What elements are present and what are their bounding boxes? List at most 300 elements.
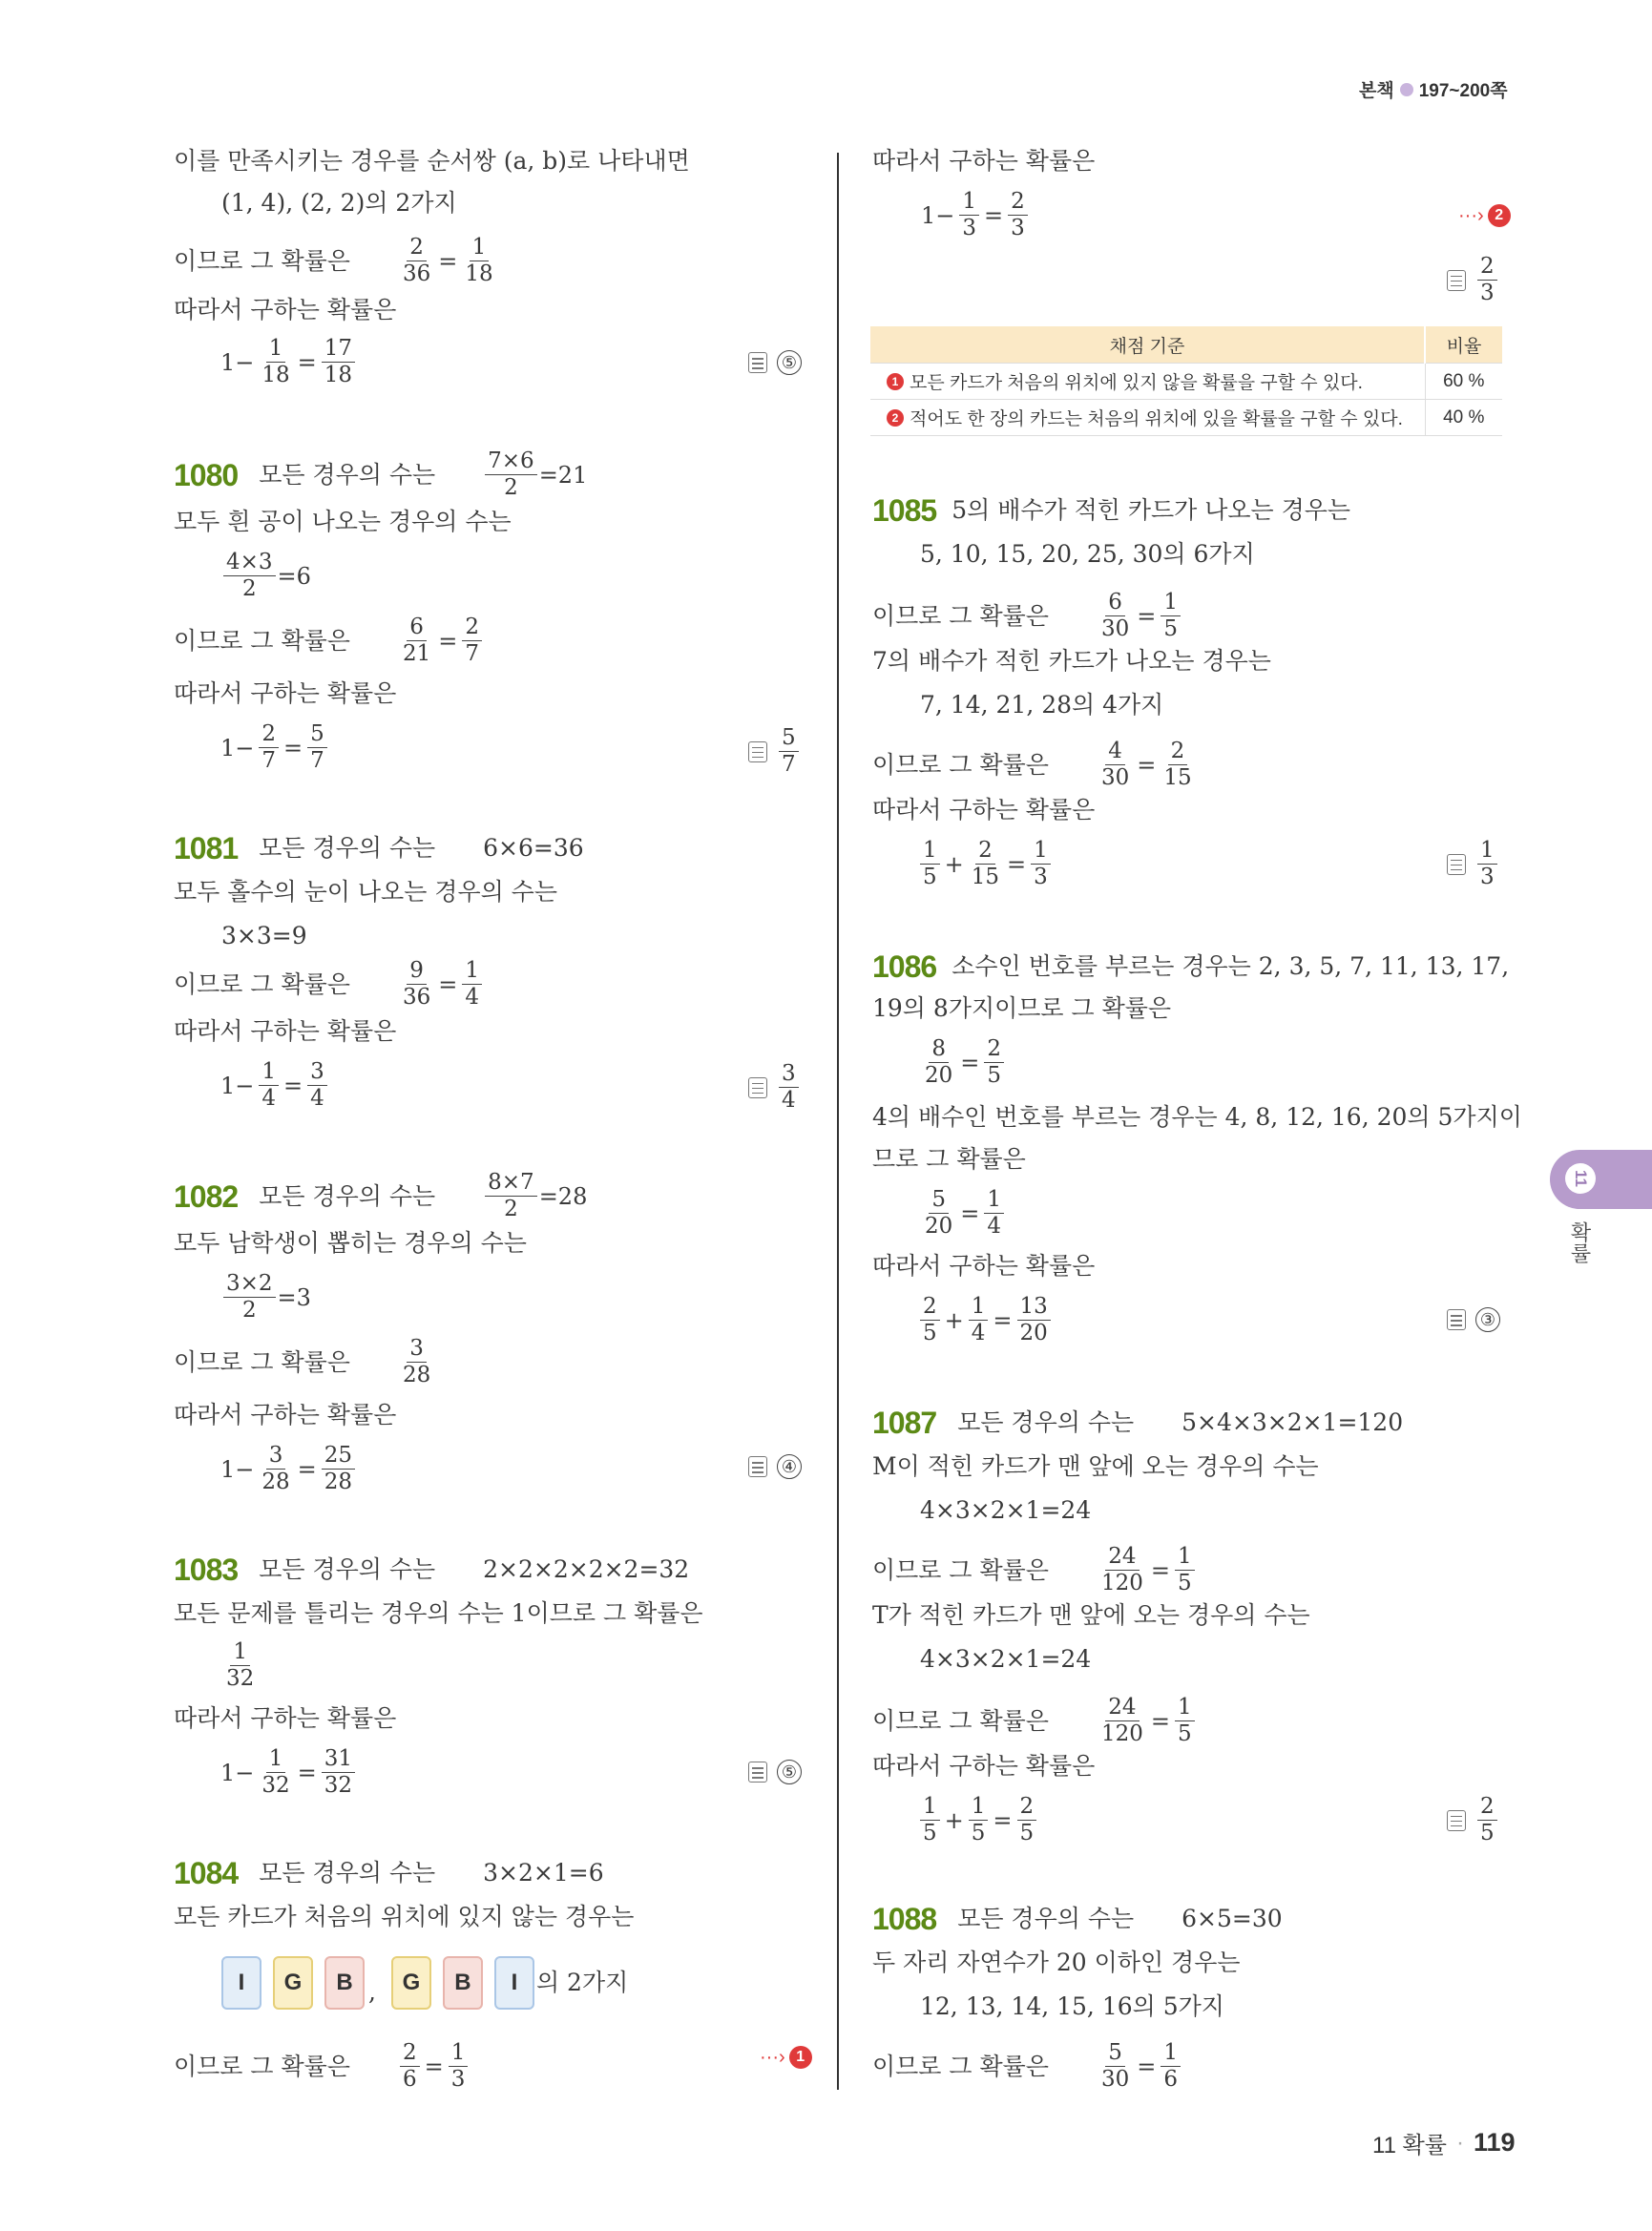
denominator: 7 xyxy=(465,641,479,666)
label: 이므로 그 확률은 xyxy=(174,970,350,998)
numerator: 2 xyxy=(1477,1794,1497,1821)
numerator: 2 xyxy=(407,235,427,261)
page-header xyxy=(1359,76,1508,102)
equation xyxy=(483,448,587,501)
numerator: 1 xyxy=(959,189,979,216)
fraction xyxy=(969,1294,989,1346)
fraction xyxy=(449,2040,469,2093)
denominator: 18 xyxy=(465,261,493,286)
label: 모든 경우의 수는 xyxy=(259,1555,436,1583)
fraction xyxy=(307,721,327,774)
problem-1086-eq1: $\frac{8}{20}$ = $\frac{2}{5}$ xyxy=(920,1036,1006,1089)
ratio-cell: 60 % xyxy=(1425,364,1502,400)
fraction xyxy=(1175,1695,1195,1747)
problem-1080-case: 모두 흰 공이 나오는 경우의 수는 xyxy=(174,508,512,535)
numerator: 2 xyxy=(1008,189,1028,216)
fraction xyxy=(400,1336,433,1388)
page-footer xyxy=(1372,2126,1516,2159)
denominator: 30 xyxy=(1100,616,1130,641)
numerator: 1 xyxy=(1031,838,1051,865)
label: 소수인 번호를 부르는 경우는 2, 3, 5, 7, 11, 13, 17, xyxy=(951,952,1510,980)
fraction xyxy=(1098,739,1132,791)
denominator: 20 xyxy=(925,1214,953,1239)
label: 이므로 그 확률은 xyxy=(174,626,350,655)
problem-1083-result-label: 따라서 구하는 확률은 xyxy=(174,1704,397,1732)
problem-1083-answer xyxy=(748,1760,802,1784)
problem-number: 1081 xyxy=(174,831,239,865)
footer-chapter: 11 확률 xyxy=(1372,2133,1447,2158)
numerator: 2 xyxy=(920,1294,940,1321)
denominator: 4 xyxy=(310,1086,324,1111)
value: =28 xyxy=(538,1182,588,1210)
problem-1086-result-eq: $\frac{2}{5}$ + $\frac{1}{4}$ = $\frac{13}{20}$ xyxy=(918,1294,1053,1346)
answer-icon xyxy=(1447,1309,1466,1330)
problem-number: 1082 xyxy=(174,1178,239,1214)
denominator: 5 xyxy=(987,1063,1002,1088)
value: 3×2×1=6 xyxy=(483,1859,604,1887)
cont-answer xyxy=(1447,254,1499,306)
problem-1082-answer xyxy=(748,1454,802,1479)
problem-1087-result-label: 따라서 구하는 확률은 xyxy=(872,1752,1096,1780)
numerator: 2 xyxy=(975,838,995,865)
label: 이므로 그 확률은 xyxy=(174,2052,350,2080)
numerator: 1 xyxy=(1161,590,1181,616)
problem-1081-case: 모두 홀수의 눈이 나오는 경우의 수는 xyxy=(174,878,557,906)
problem-1086-header xyxy=(872,950,1509,983)
fraction xyxy=(1098,1695,1146,1747)
fraction xyxy=(920,838,940,890)
denominator: 20 xyxy=(1019,1321,1048,1345)
fraction xyxy=(1175,1544,1195,1596)
label: 모든 경우의 수는 xyxy=(259,1181,436,1210)
denominator: 36 xyxy=(402,985,431,1010)
denominator: 32 xyxy=(261,1773,290,1798)
numerator: 1 xyxy=(969,1294,989,1321)
answer-choice: ③ xyxy=(1475,1307,1500,1332)
denominator: 4 xyxy=(987,1214,1002,1239)
chapter-tab-number: 11 xyxy=(1565,1163,1596,1194)
value: 5×4×3×2×1=120 xyxy=(1181,1408,1404,1436)
fraction xyxy=(322,1746,355,1799)
card-b: B xyxy=(324,1956,365,2010)
numerator: 2 xyxy=(1477,254,1497,281)
problem-1087-prob1 xyxy=(872,1544,1197,1596)
scoring-table xyxy=(870,326,1502,436)
problem-1082-header xyxy=(174,1170,587,1222)
numerator: 1 xyxy=(1161,2040,1181,2067)
denominator: 30 xyxy=(1100,2067,1130,2092)
problem-1088-case: 두 자리 자연수가 20 이하인 경우는 xyxy=(872,1949,1241,1976)
fraction xyxy=(462,958,482,1011)
problem-number: 1087 xyxy=(872,1406,937,1440)
problem-1085-prob2 xyxy=(872,739,1197,791)
intro-line2: (1, 4), (2, 2)의 2가지 xyxy=(221,189,457,217)
ratio-cell: 40 % xyxy=(1425,400,1502,436)
problem-1086-line4: 므로 그 확률은 xyxy=(872,1145,1026,1173)
fraction xyxy=(1098,1544,1146,1596)
criteria-cell xyxy=(870,364,1425,400)
numerator: 1 xyxy=(230,1639,250,1666)
fraction xyxy=(1098,2040,1132,2093)
numerator: 1 xyxy=(259,1059,279,1086)
numerator: 9 xyxy=(407,958,427,985)
problem-1085-answer xyxy=(1447,838,1499,890)
denominator: 30 xyxy=(1100,765,1130,790)
problem-1080-result-label: 따라서 구하는 확률은 xyxy=(174,679,397,707)
fraction xyxy=(1031,838,1051,890)
numerator: 4 xyxy=(1105,739,1125,765)
denominator: 3 xyxy=(962,216,977,240)
problem-1088-case-list: 12, 13, 14, 15, 16의 5가지 xyxy=(920,1992,1224,2020)
value: 6×5=30 xyxy=(1181,1905,1283,1932)
denominator: 15 xyxy=(971,865,1000,889)
denominator: 5 xyxy=(923,865,937,889)
equation: $\frac{2}{36}$ = $\frac{1}{18}$ xyxy=(398,235,498,287)
fraction xyxy=(485,1170,537,1222)
answer-icon xyxy=(748,1077,767,1098)
problem-1088-header xyxy=(872,1903,1283,1935)
problem-1085-case2-list: 7, 14, 21, 28의 4가지 xyxy=(920,691,1164,719)
fraction xyxy=(400,2040,420,2093)
value: =21 xyxy=(538,461,588,489)
problem-1086-line2: 19의 8가지이므로 그 확률은 xyxy=(872,994,1172,1022)
problem-number: 1086 xyxy=(872,949,937,984)
fraction xyxy=(223,550,276,602)
label: 모든 경우의 수는 xyxy=(259,834,436,862)
answer-choice: ④ xyxy=(777,1454,802,1479)
denominator: 2 xyxy=(504,1197,518,1221)
denominator: 7 xyxy=(310,748,324,773)
fraction xyxy=(462,235,495,287)
fraction xyxy=(259,1059,279,1112)
answer-icon xyxy=(748,741,767,762)
problem-1082-case-eq xyxy=(221,1271,311,1324)
problem-1084-prob xyxy=(174,2040,470,2093)
numerator: 5 xyxy=(929,1187,949,1214)
numerator: 1 xyxy=(920,838,940,865)
denominator: 2 xyxy=(241,576,257,601)
fraction xyxy=(400,615,433,667)
problem-1085-result-label: 따라서 구하는 확률은 xyxy=(872,796,1096,824)
equation: $\frac{6}{30}$ = $\frac{1}{5}$ xyxy=(1097,590,1182,642)
numerator: 31 xyxy=(322,1746,355,1773)
numerator: 1 xyxy=(984,1187,1004,1214)
denominator: 28 xyxy=(402,1363,431,1387)
numerator: 3 xyxy=(407,1336,427,1363)
denominator: 20 xyxy=(925,1063,953,1088)
denominator: 5 xyxy=(1177,1571,1192,1595)
fraction xyxy=(259,721,279,774)
fraction xyxy=(1008,189,1028,241)
numerator: 1 xyxy=(470,235,490,261)
problem-1082-prob xyxy=(174,1336,435,1388)
value: =6 xyxy=(277,562,311,590)
fraction xyxy=(223,1639,257,1692)
denominator: 7 xyxy=(261,748,277,773)
problem-1084-case: 모든 카드가 처음의 위치에 있지 않는 경우는 xyxy=(174,1903,635,1930)
numerator: 1 xyxy=(462,958,482,985)
denominator: 2 xyxy=(504,475,518,500)
intro-result-label: 따라서 구하는 확률은 xyxy=(174,296,397,323)
criteria-cell xyxy=(870,400,1425,436)
numerator: 3 xyxy=(779,1061,799,1088)
problem-1081-result-eq: 1− $\frac{1}{4}$ = $\frac{3}{4}$ xyxy=(218,1059,329,1112)
numerator: 5 xyxy=(779,725,799,752)
fraction xyxy=(779,1061,799,1114)
fraction xyxy=(922,1036,955,1089)
criteria-number: 1 xyxy=(887,373,904,390)
problem-1082-result-eq: 1− $\frac{3}{28}$ = $\frac{25}{28}$ xyxy=(218,1443,357,1495)
denominator: 3 xyxy=(450,2067,466,2092)
denominator: 2 xyxy=(241,1298,257,1323)
denominator: 5 xyxy=(1480,1821,1495,1845)
numerator: 6 xyxy=(1105,590,1125,616)
denominator: 3 xyxy=(1480,865,1495,889)
problem-1087-prob2 xyxy=(872,1695,1197,1747)
step-marker-2 xyxy=(1458,204,1511,227)
denominator: 4 xyxy=(971,1321,986,1345)
fraction xyxy=(779,725,799,778)
answer-icon xyxy=(1447,854,1466,875)
equation: $\frac{5}{30}$ = $\frac{1}{6}$ xyxy=(1097,2040,1182,2093)
problem-1081-case-val: 3×3=9 xyxy=(221,922,307,949)
fraction xyxy=(462,615,482,667)
problem-number: 1085 xyxy=(872,493,937,528)
arrow-icon: ···› xyxy=(1458,204,1484,226)
equation xyxy=(398,1336,435,1388)
denominator: 7 xyxy=(782,752,796,777)
numerator: 1 xyxy=(266,336,286,363)
denominator: 18 xyxy=(324,363,353,387)
criteria-text: 적어도 한 장의 카드는 처음의 위치에 있을 확률을 구할 수 있다. xyxy=(910,409,1403,429)
problem-number: 1083 xyxy=(174,1553,239,1587)
numerator: 3 xyxy=(307,1059,327,1086)
answer-icon xyxy=(748,1762,767,1783)
problem-1087-case2-val: 4×3×2×1=24 xyxy=(920,1645,1092,1673)
fraction xyxy=(1477,838,1497,890)
numerator: 2 xyxy=(259,721,279,748)
header-dot-icon xyxy=(1400,83,1413,96)
problem-1086-answer xyxy=(1447,1307,1500,1332)
problem-1083-case-eq xyxy=(221,1639,259,1692)
label: 이므로 그 확률은 xyxy=(872,2052,1049,2080)
header-book: 본책 xyxy=(1359,81,1394,101)
fraction xyxy=(1477,254,1497,306)
card-i: I xyxy=(494,1956,534,2010)
marker-number: 1 xyxy=(789,2046,812,2069)
fraction xyxy=(1017,1794,1037,1846)
problem-1085-prob1 xyxy=(872,590,1182,642)
numerator: 24 xyxy=(1105,1544,1139,1571)
problem-1080-header xyxy=(174,448,587,501)
denominator: 21 xyxy=(402,641,431,666)
problem-1083-case: 모든 문제를 틀리는 경우의 수는 1이므로 그 확률은 xyxy=(174,1599,703,1627)
intro-result-eq: 1− $\frac{1}{18}$ = $\frac{17}{18}$ xyxy=(218,336,357,388)
criteria-number: 2 xyxy=(887,409,904,427)
problem-number: 1088 xyxy=(872,1902,937,1936)
problem-1084-header xyxy=(174,1857,604,1889)
intro-prob xyxy=(174,235,498,287)
numerator: 1 xyxy=(1175,1695,1195,1721)
problem-number: 1080 xyxy=(174,457,239,492)
answer-icon xyxy=(748,1456,767,1477)
fraction xyxy=(959,189,979,241)
numerator: 2 xyxy=(984,1036,1004,1063)
denominator: 6 xyxy=(402,2067,417,2092)
denominator: 3 xyxy=(1480,281,1495,305)
arrow-icon: ···› xyxy=(760,2046,785,2068)
denominator: 3 xyxy=(1011,216,1025,240)
label: 모든 경우의 수는 xyxy=(957,1408,1135,1436)
header-criteria: 채점 기준 xyxy=(870,326,1425,364)
problem-1080-case-eq xyxy=(221,550,311,602)
cont-result-label: 따라서 구하는 확률은 xyxy=(872,147,1096,175)
problem-1081-answer xyxy=(748,1061,801,1114)
numerator: 25 xyxy=(322,1443,355,1470)
fraction xyxy=(400,958,433,1011)
fraction xyxy=(400,235,433,287)
fraction xyxy=(984,1187,1004,1240)
criteria-text: 모든 카드가 처음의 위치에 있지 않을 확률을 구할 수 있다. xyxy=(910,373,1363,393)
card-b: B xyxy=(443,1956,483,2010)
denominator: 3 xyxy=(1034,865,1048,889)
value: 2×2×2×2×2=32 xyxy=(483,1555,690,1583)
table-row xyxy=(870,364,1502,400)
numerator: 4×3 xyxy=(223,550,276,576)
card-separator-comma: , xyxy=(368,1978,376,2006)
denominator: 5 xyxy=(923,1321,937,1345)
denominator: 36 xyxy=(402,261,431,286)
problem-1082-case: 모두 남학생이 뽑히는 경우의 수는 xyxy=(174,1229,527,1257)
numerator: 1 xyxy=(969,1794,989,1821)
numerator: 2 xyxy=(462,615,482,641)
fraction xyxy=(259,1746,292,1799)
answer-choice: ⑤ xyxy=(777,1760,802,1784)
denominator: 32 xyxy=(226,1666,255,1691)
fraction xyxy=(322,1443,355,1495)
problem-1086-eq2: $\frac{5}{20}$ = $\frac{1}{4}$ xyxy=(920,1187,1006,1240)
footer-page-number: 119 xyxy=(1473,2128,1516,2157)
label: 이므로 그 확률은 xyxy=(872,750,1049,779)
fraction xyxy=(223,1271,276,1324)
equation: $\frac{2}{6}$ = $\frac{1}{3}$ xyxy=(398,2040,470,2093)
numerator: 8×7 xyxy=(485,1170,537,1197)
fraction xyxy=(1161,739,1194,791)
table-row xyxy=(870,400,1502,436)
equation: $\frac{24}{120}$ = $\frac{1}{5}$ xyxy=(1097,1544,1197,1596)
denominator: 32 xyxy=(324,1773,353,1798)
denominator: 15 xyxy=(1163,765,1192,790)
numerator: 17 xyxy=(322,336,355,363)
fraction xyxy=(1098,590,1132,642)
numerator: 2 xyxy=(1017,1794,1037,1821)
cards-suffix: 의 2가지 xyxy=(535,1969,629,1996)
answer-icon xyxy=(1447,1810,1466,1831)
denominator: 4 xyxy=(782,1088,796,1113)
numerator: 5 xyxy=(307,721,327,748)
fraction xyxy=(920,1794,940,1846)
problem-1086-result-label: 따라서 구하는 확률은 xyxy=(872,1252,1096,1280)
fraction xyxy=(969,838,1002,890)
denominator: 5 xyxy=(971,1821,986,1845)
numerator: 1 xyxy=(1477,838,1497,865)
numerator: 13 xyxy=(1017,1294,1051,1321)
fraction xyxy=(1477,1794,1497,1846)
card-g: G xyxy=(273,1956,313,2010)
label: 이므로 그 확률은 xyxy=(174,246,350,275)
problem-1088-prob xyxy=(872,2040,1182,2093)
denominator: 4 xyxy=(261,1086,277,1111)
label: 이므로 그 확률은 xyxy=(174,1347,350,1376)
problem-1087-answer xyxy=(1447,1794,1499,1846)
label: 이므로 그 확률은 xyxy=(872,601,1049,630)
label: 이므로 그 확률은 xyxy=(872,1555,1049,1584)
equation: $\frac{6}{21}$ = $\frac{2}{7}$ xyxy=(398,615,484,667)
numerator: 6 xyxy=(407,615,427,641)
intro-line1: 이를 만족시키는 경우를 순서쌍 (a, b)로 나타내면 xyxy=(174,147,690,175)
problem-1085-case2: 7의 배수가 적힌 카드가 나오는 경우는 xyxy=(872,647,1271,675)
label: 모든 경우의 수는 xyxy=(259,460,436,489)
fraction xyxy=(1161,2040,1181,2093)
footer-separator: · xyxy=(1455,2129,1464,2156)
chapter-tab-label: 확률 xyxy=(1568,1221,1592,1263)
problem-1085-result-eq: $\frac{1}{5}$ + $\frac{2}{15}$ = $\frac{1}{3}$ xyxy=(918,838,1053,890)
fraction xyxy=(322,336,355,388)
label: 모든 경우의 수는 xyxy=(259,1859,436,1887)
problem-1080-result-eq: 1− $\frac{2}{7}$ = $\frac{5}{7}$ xyxy=(218,721,329,774)
numerator: 2 xyxy=(1168,739,1188,765)
problem-1083-result-eq: 1− $\frac{1}{32}$ = $\frac{31}{32}$ xyxy=(218,1746,357,1799)
numerator: 7×6 xyxy=(485,448,537,475)
fraction xyxy=(969,1794,989,1846)
step-marker-1 xyxy=(760,2046,812,2069)
fraction xyxy=(920,1294,940,1346)
numerator: 1 xyxy=(1175,1544,1195,1571)
denominator: 28 xyxy=(261,1470,290,1494)
problem-1082-result-label: 따라서 구하는 확률은 xyxy=(174,1401,397,1428)
numerator: 24 xyxy=(1105,1695,1139,1721)
equation: $\frac{4}{30}$ = $\frac{2}{15}$ xyxy=(1097,739,1197,791)
denominator: 6 xyxy=(1163,2067,1178,2092)
label: 5의 배수가 적힌 카드가 나오는 경우는 xyxy=(951,496,1351,524)
problem-1085-header xyxy=(872,494,1350,527)
numerator: 3×2 xyxy=(223,1271,276,1298)
fraction xyxy=(485,448,537,501)
numerator: 5 xyxy=(1105,2040,1125,2067)
denominator: 5 xyxy=(1163,616,1178,641)
header-pages: 197~200쪽 xyxy=(1418,81,1508,101)
numerator: 1 xyxy=(920,1794,940,1821)
marker-number: 2 xyxy=(1488,204,1511,227)
denominator: 28 xyxy=(324,1470,353,1494)
problem-1085-case1-list: 5, 10, 15, 20, 25, 30의 6가지 xyxy=(920,540,1255,568)
problem-1080-prob xyxy=(174,615,484,667)
problem-1081-header xyxy=(174,832,584,865)
problem-1081-prob xyxy=(174,958,484,1011)
fraction xyxy=(1017,1294,1051,1346)
cont-result-eq: 1− $\frac{1}{3}$ = $\frac{2}{3}$ xyxy=(918,189,1030,241)
header-ratio: 비율 xyxy=(1425,326,1502,364)
numerator: 8 xyxy=(929,1036,949,1063)
denominator: 120 xyxy=(1100,1571,1143,1595)
problem-1081-result-label: 따라서 구하는 확률은 xyxy=(174,1017,397,1045)
problem-1087-result-eq: $\frac{1}{5}$ + $\frac{1}{5}$ = $\frac{2}{5}$ xyxy=(918,1794,1038,1846)
column-divider xyxy=(837,153,839,2090)
numerator: 3 xyxy=(266,1443,286,1470)
problem-1084-cards xyxy=(221,1956,628,2010)
value: 6×6=36 xyxy=(483,834,584,862)
problem-1083-header xyxy=(174,1553,689,1586)
